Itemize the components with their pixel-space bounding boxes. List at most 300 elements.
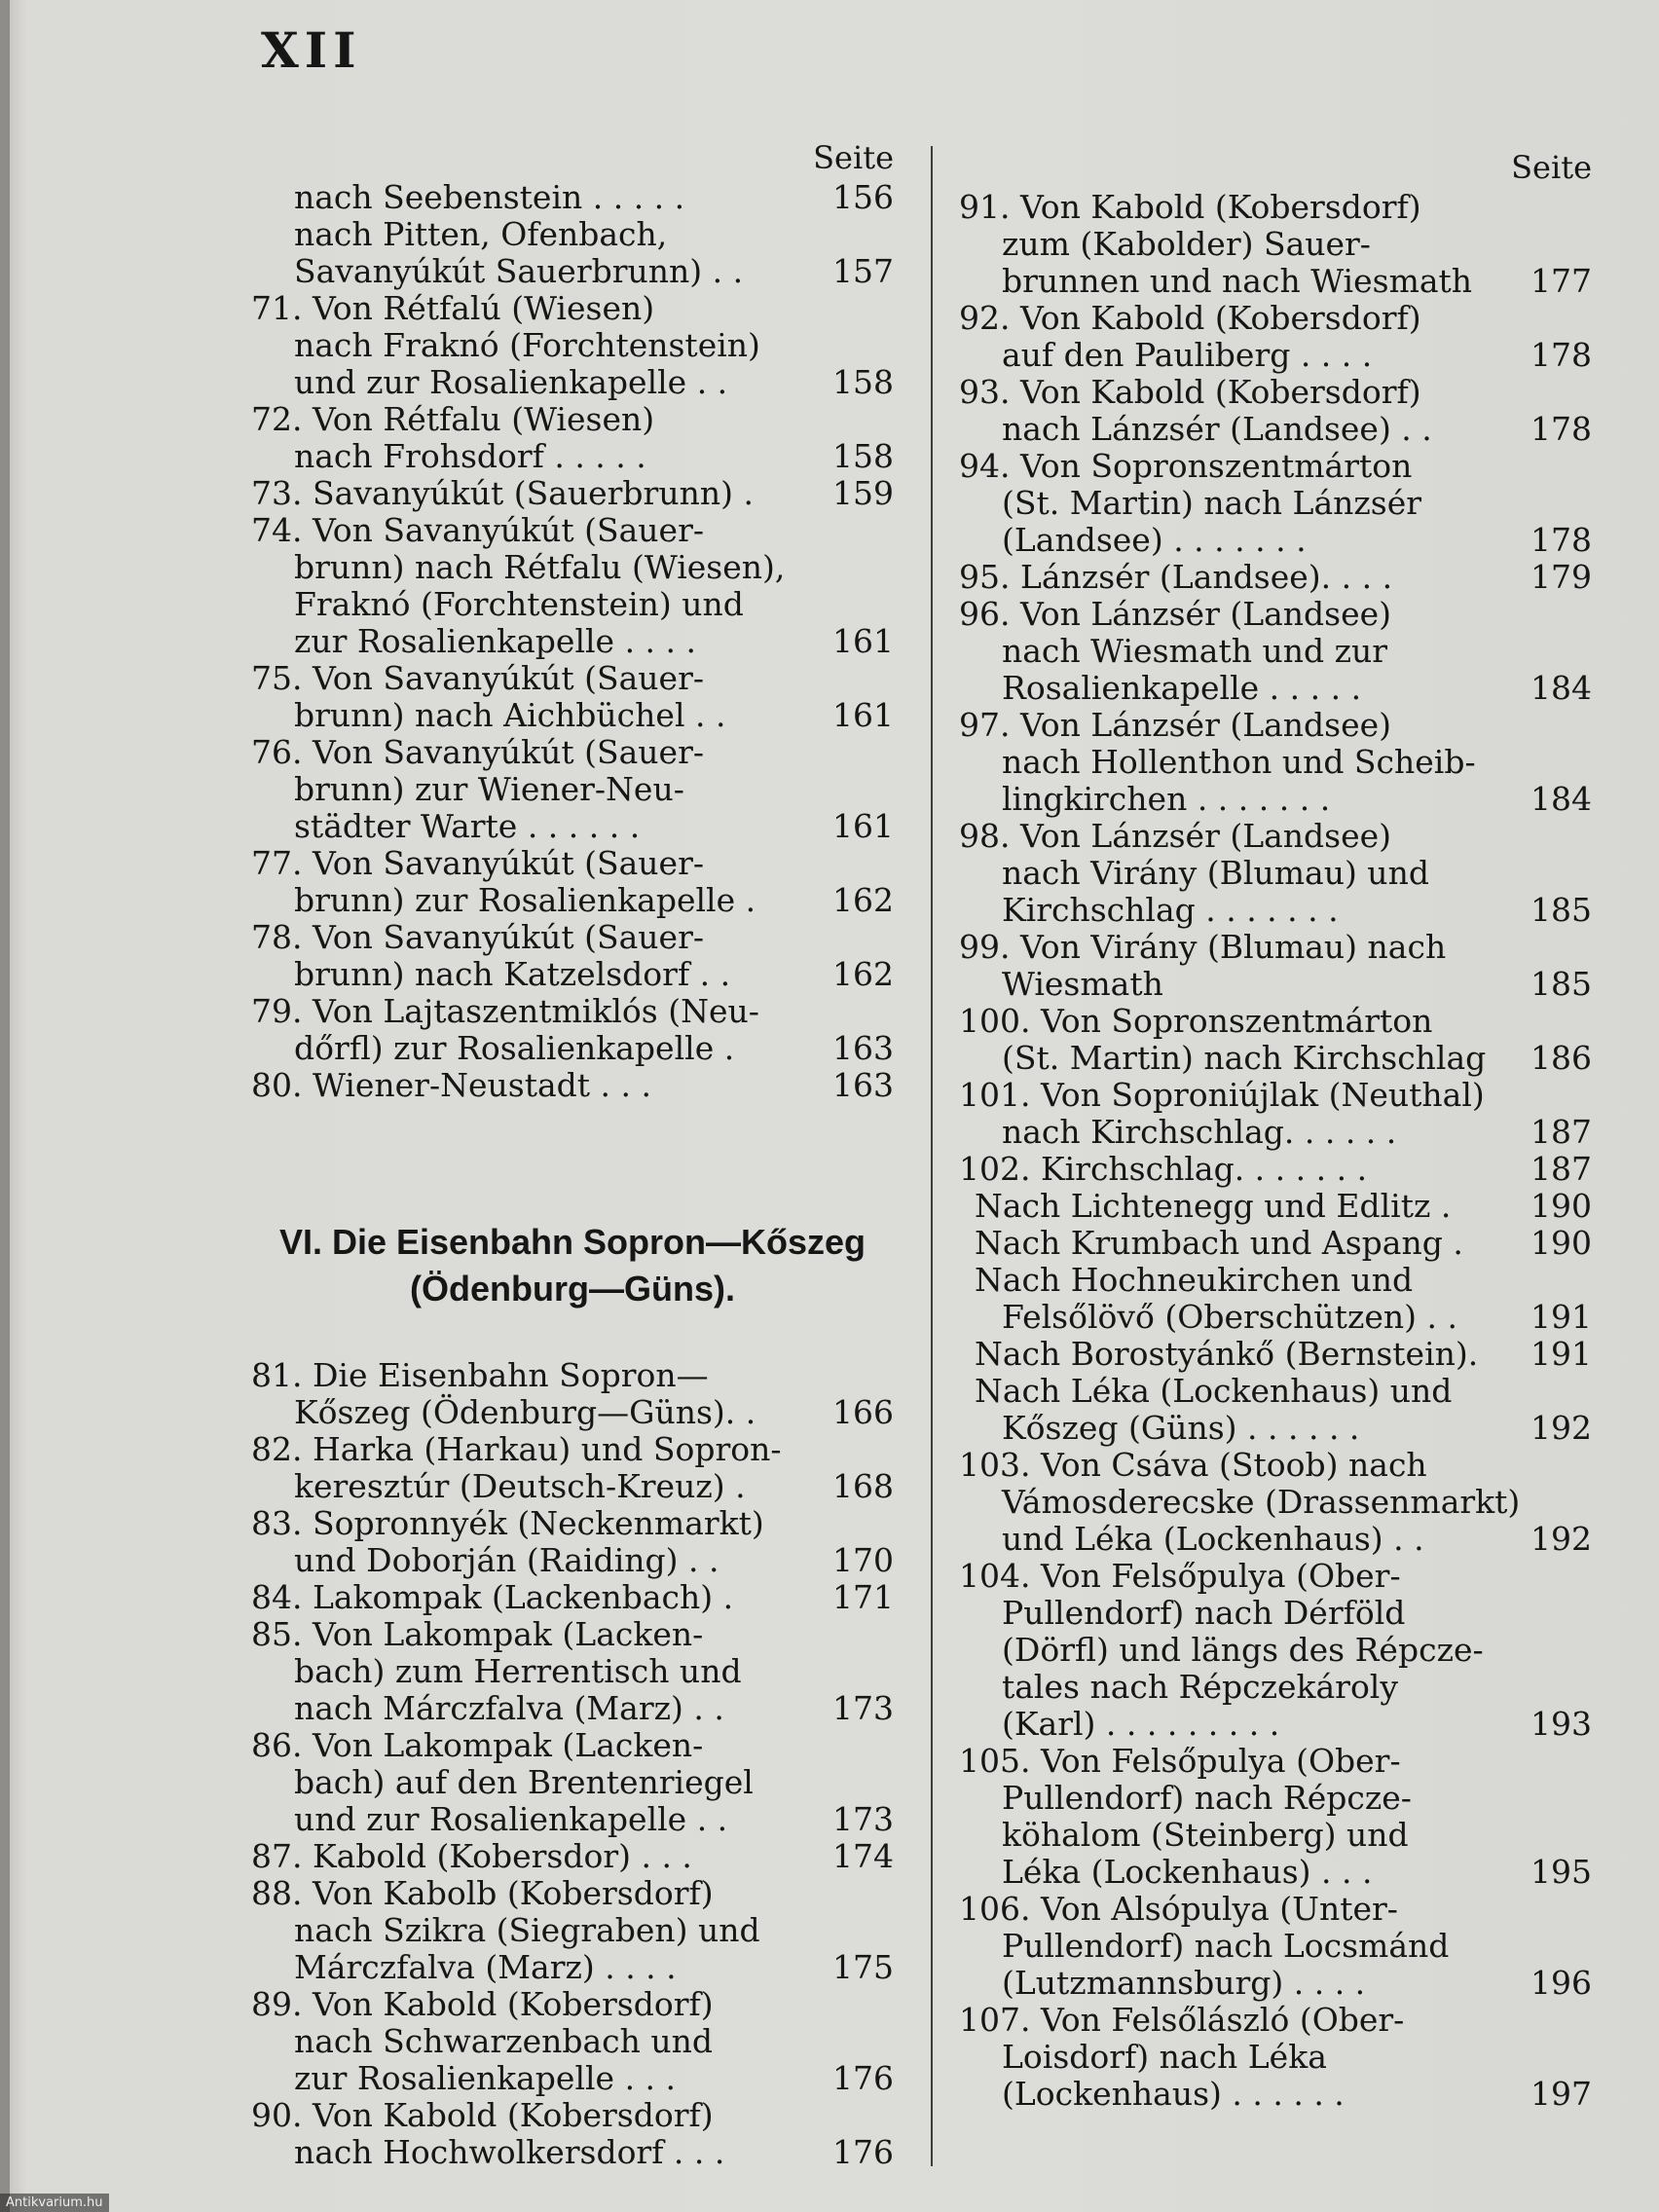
toc-entry-text: Loisdorf) nach Léka: [1002, 2038, 1327, 2076]
toc-entry-text: und Léka (Lockenhaus) . .: [1002, 1520, 1424, 1558]
toc-entry-line: [959, 1669, 1592, 1706]
toc-entry-text: 75. Von Savanyúkút (Sauer-: [251, 659, 704, 697]
page-binding-edge: [0, 0, 10, 2212]
toc-page-number: 171: [832, 1578, 894, 1616]
toc-entry: [959, 189, 1592, 300]
toc-entry-line: [959, 1632, 1592, 1669]
toc-entry-text: 104. Von Felsőpulya (Ober-: [959, 1557, 1401, 1595]
toc-entry-text: nach Schwarzenbach und: [294, 2022, 714, 2060]
toc-entry-text: 82. Harka (Harkau) und Sopron-: [251, 1430, 782, 1468]
toc-entry: [959, 707, 1592, 818]
toc-page-number: 192: [1530, 1409, 1592, 1447]
toc-entry-text: 92. Von Kabold (Kobersdorf): [959, 299, 1421, 337]
toc-entry-line: [959, 1299, 1592, 1336]
toc-page-number: 185: [1530, 965, 1592, 1003]
toc-entry-text: 79. Von Lajtaszentmiklós (Neu-: [251, 992, 759, 1030]
toc-page-number: 192: [1530, 1520, 1592, 1558]
toc-entry-text: 80. Wiener-Neustadt . . .: [251, 1066, 651, 1104]
toc-entry-line: [959, 1595, 1592, 1632]
toc-page-number: 166: [832, 1393, 894, 1431]
column-divider: [931, 146, 933, 2166]
seite-header-left: Seite: [813, 139, 894, 176]
toc-entry-text: (Lutzmannsburg) . . . .: [1002, 1964, 1366, 2002]
toc-entry-text: brunn) nach Katzelsdorf . .: [294, 955, 731, 993]
toc-entry-line: [251, 327, 894, 364]
toc-entry-line: [251, 290, 894, 327]
toc-entry-line: [251, 1653, 894, 1690]
toc-entry-text: Pullendorf) nach Dérföld: [1002, 1594, 1406, 1632]
toc-entry-line: [251, 512, 894, 549]
toc-entry: [959, 1373, 1592, 1447]
toc-entry-text: nach Hochwolkersdorf . . .: [294, 2133, 725, 2171]
toc-entry-line: [251, 1690, 894, 1727]
toc-entry-text: köhalom (Steinberg) und: [1002, 1816, 1409, 1854]
toc-entry-text: 87. Kabold (Kobersdor) . . .: [251, 1837, 692, 1875]
toc-entry-line: [959, 670, 1592, 707]
toc-entry-line: [251, 1468, 894, 1505]
section-heading-line2: (Ödenburg—Güns).: [410, 1269, 735, 1309]
toc-entry: [251, 919, 894, 993]
toc-page-number: 174: [832, 1837, 894, 1875]
toc-page-number: 173: [832, 1689, 894, 1727]
toc-entry: [251, 2097, 894, 2171]
toc-entry-line: [959, 855, 1592, 892]
toc-entry: [959, 1447, 1592, 1558]
toc-entry-text: 100. Von Sopronszentmárton: [959, 1002, 1433, 1040]
toc-entry-text: 83. Sopronnyék (Neckenmarkt): [251, 1504, 764, 1542]
toc-entry-line: [959, 1854, 1592, 1891]
toc-entry-line: [251, 956, 894, 993]
toc-entry-text: tales nach Répczekároly: [1002, 1668, 1399, 1706]
toc-entry-line: [251, 1067, 894, 1104]
toc-entry-line: [959, 1447, 1592, 1484]
toc-entry-line: [959, 1077, 1592, 1114]
toc-entry-text: 106. Von Alsópulya (Unter-: [959, 1890, 1398, 1928]
toc-entry-line: [251, 438, 894, 475]
toc-entry-line: [251, 179, 894, 216]
toc-entry-text: 73. Savanyúkút (Sauerbrunn) .: [251, 474, 754, 512]
toc-entry-line: [959, 1780, 1592, 1817]
toc-entry-text: 93. Von Kabold (Kobersdorf): [959, 373, 1421, 411]
toc-entry: [959, 1151, 1592, 1188]
toc-page-number: 185: [1530, 891, 1592, 929]
toc-entry: [251, 475, 894, 512]
toc-entry-text: Vámosderecske (Drassenmarkt): [1002, 1483, 1521, 1521]
toc-entry-text: nach Szikra (Siegraben) und: [294, 1911, 760, 1949]
toc-entry: [251, 179, 894, 216]
toc-entry-text: (Dörfl) und längs des Répcze-: [1002, 1631, 1484, 1669]
toc-entry-line: [251, 771, 894, 808]
toc-entry-text: 101. Von Soproniújlak (Neuthal): [959, 1076, 1485, 1114]
toc-entry: [251, 1986, 894, 2097]
toc-entry-text: Kőszeg (Ödenburg—Güns). .: [294, 1393, 756, 1431]
toc-entry: [959, 2002, 1592, 2113]
toc-entry-text: 107. Von Felsőlászló (Ober-: [959, 2001, 1405, 2039]
toc-entry-line: [251, 401, 894, 438]
toc-entry-line: [251, 697, 894, 734]
toc-entry-line: [251, 1030, 894, 1067]
toc-page-number: 158: [832, 363, 894, 401]
toc-entry-text: und Doborján (Raiding) . .: [294, 1541, 719, 1579]
toc-entry-text: bach) auf den Brentenriegel: [294, 1763, 754, 1801]
toc-page-number: 196: [1530, 1964, 1592, 2002]
toc-entry-line: [959, 633, 1592, 670]
toc-page-number: 161: [832, 696, 894, 734]
toc-entry: [959, 1077, 1592, 1151]
toc-entry-text: (St. Martin) nach Lánzsér: [1002, 484, 1422, 522]
toc-page-number: 157: [832, 252, 894, 290]
toc-page-number: 162: [832, 881, 894, 919]
toc-entry-text: 88. Von Kabolb (Kobersdorf): [251, 1874, 714, 1912]
toc-left-column: [251, 136, 894, 2171]
toc-entry-text: Wiesmath: [1002, 965, 1163, 1003]
toc-entry-line: [251, 1838, 894, 1875]
toc-entry-text: Kirchschlag . . . . . . .: [1002, 891, 1339, 929]
toc-entry: [251, 1616, 894, 1727]
toc-entry-line: [251, 845, 894, 882]
toc-entry: [251, 1067, 894, 1104]
toc-entry-line: [251, 808, 894, 845]
toc-entry: [959, 448, 1592, 559]
toc-entry-line: [959, 448, 1592, 485]
toc-entry-line: [959, 1151, 1592, 1188]
toc-entry-text: 81. Die Eisenbahn Sopron—: [251, 1356, 709, 1394]
toc-entry-text: Nach Lichtenegg und Edlitz .: [975, 1187, 1452, 1225]
toc-entry-text: 76. Von Savanyúkút (Sauer-: [251, 733, 704, 771]
toc-entry-text: auf den Pauliberg . . . .: [1002, 336, 1373, 374]
toc-entries-left-b: [251, 1357, 894, 2171]
toc-entry-line: [959, 1262, 1592, 1299]
toc-entry: [251, 401, 894, 475]
toc-entry-line: [959, 1003, 1592, 1040]
toc-entry: [959, 559, 1592, 596]
toc-entry-text: nach Lánzsér (Landsee) . .: [1002, 410, 1432, 448]
toc-entry-line: [959, 1817, 1592, 1854]
toc-entry-line: [959, 1743, 1592, 1780]
toc-entry-text: nach Márczfalva (Marz) . .: [294, 1689, 724, 1727]
toc-entry-line: [251, 1801, 894, 1838]
toc-entry-line: [959, 1706, 1592, 1743]
toc-entry-line: [959, 707, 1592, 744]
toc-entry: [959, 1262, 1592, 1336]
toc-page-number: 191: [1530, 1335, 1592, 1373]
toc-entry-line: [251, 475, 894, 512]
toc-entry-line: [959, 1558, 1592, 1595]
toc-entry-text: nach Virány (Blumau) und: [1002, 854, 1429, 892]
toc-entry: [251, 1579, 894, 1616]
toc-entry-line: [251, 1394, 894, 1431]
toc-entry-text: bach) zum Herrentisch und: [294, 1652, 742, 1690]
toc-entry-text: nach Wiesmath und zur: [1002, 632, 1388, 670]
toc-page-number: 159: [832, 474, 894, 512]
toc-entry-text: keresztúr (Deutsch-Kreuz) .: [294, 1467, 746, 1505]
toc-entry-text: 86. Von Lakompak (Lacken-: [251, 1726, 704, 1764]
toc-entry-line: [959, 2039, 1592, 2076]
watermark: Antikvarium.hu: [0, 2194, 109, 2212]
toc-page-number: 184: [1530, 669, 1592, 707]
toc-entry-line: [251, 623, 894, 660]
toc-entry-line: [959, 2076, 1592, 2113]
toc-page-number: 161: [832, 622, 894, 660]
page-number: XII: [261, 21, 362, 79]
toc-page-number: 163: [832, 1029, 894, 1067]
toc-entry-text: (Karl) . . . . . . . . .: [1002, 1705, 1280, 1743]
toc-entry-text: 105. Von Felsőpulya (Ober-: [959, 1742, 1401, 1780]
toc-page-number: 170: [832, 1541, 894, 1579]
toc-entry-line: [251, 919, 894, 956]
toc-page-number: 190: [1530, 1224, 1592, 1262]
toc-entry-line: [251, 882, 894, 919]
toc-entry-line: [251, 1505, 894, 1542]
toc-entry-line: [959, 744, 1592, 781]
toc-entry: [251, 660, 894, 734]
toc-entry-text: brunn) zur Rosalienkapelle .: [294, 881, 756, 919]
toc-entry-text: nach Pitten, Ofenbach,: [294, 215, 668, 253]
toc-entry: [959, 1188, 1592, 1225]
toc-entry-text: nach Hollenthon und Scheib-: [1002, 743, 1476, 781]
toc-entry-text: und zur Rosalienkapelle . .: [294, 1800, 728, 1838]
toc-page-number: 162: [832, 955, 894, 993]
toc-entry-text: 85. Von Lakompak (Lacken-: [251, 1615, 704, 1653]
toc-page-number: 176: [832, 2059, 894, 2097]
toc-entry-line: [251, 993, 894, 1030]
toc-entry-text: 95. Lánzsér (Landsee). . . .: [959, 558, 1393, 596]
toc-entry-line: [959, 929, 1592, 966]
toc-entry-line: [959, 485, 1592, 522]
toc-entry-line: [959, 596, 1592, 633]
toc-page-number: 187: [1530, 1113, 1592, 1151]
toc-entry-line: [251, 1431, 894, 1468]
toc-entry-text: 72. Von Rétfalu (Wiesen): [251, 400, 655, 438]
toc-entry-text: nach Kirchschlag. . . . . .: [1002, 1113, 1397, 1151]
toc-entry: [959, 1558, 1592, 1743]
toc-entry-text: Pullendorf) nach Répcze-: [1002, 1779, 1412, 1817]
toc-entry-line: [959, 1891, 1592, 1928]
toc-entry-line: [959, 1484, 1592, 1521]
toc-entry-line: [251, 1912, 894, 1949]
toc-entry: [959, 929, 1592, 1003]
toc-entry-line: [251, 1875, 894, 1912]
toc-entry-line: [251, 1986, 894, 2023]
toc-entry-text: 71. Von Rétfalú (Wiesen): [251, 289, 655, 327]
toc-page-number: 179: [1530, 558, 1592, 596]
toc-page-number: 163: [832, 1066, 894, 1104]
toc-entries-left-a: [251, 179, 894, 1104]
toc-entry-line: [251, 1949, 894, 1986]
toc-page-number: 156: [832, 178, 894, 216]
toc-entry-text: nach Seebenstein . . . . .: [294, 178, 685, 216]
toc-entry-text: 103. Von Csáva (Stoob) nach: [959, 1446, 1427, 1484]
toc-entry-text: 94. Von Sopronszentmárton: [959, 447, 1413, 485]
toc-entry-line: [959, 1373, 1592, 1410]
toc-page-number: 173: [832, 1800, 894, 1838]
toc-entry-line: [959, 226, 1592, 263]
toc-entry-text: 78. Von Savanyúkút (Sauer-: [251, 918, 704, 956]
toc-entry-line: [251, 1542, 894, 1579]
toc-entry-text: Márczfalva (Marz) . . . .: [294, 1948, 677, 1986]
toc-entries-right: [959, 189, 1592, 2113]
toc-entry-line: [959, 1225, 1592, 1262]
toc-entry-text: Nach Hochneukirchen und: [975, 1261, 1414, 1299]
toc-entry-line: [959, 1928, 1592, 1965]
toc-entry-line: [251, 586, 894, 623]
toc-page-number: 197: [1530, 2075, 1592, 2113]
toc-entry-text: brunn) nach Aichbüchel . .: [294, 696, 726, 734]
toc-entry: [251, 216, 894, 290]
toc-entry-line: [959, 374, 1592, 411]
toc-entry-text: (St. Martin) nach Kirchschlag: [1002, 1039, 1487, 1077]
toc-entry-text: zur Rosalienkapelle . . . .: [294, 622, 696, 660]
toc-entry-text: dőrfl) zur Rosalienkapelle .: [294, 1029, 735, 1067]
toc-entry-text: nach Frohsdorf . . . . .: [294, 437, 646, 475]
toc-entry-text: 96. Von Lánzsér (Landsee): [959, 595, 1392, 633]
toc-page-number: 195: [1530, 1853, 1592, 1891]
toc-entry-text: 84. Lakompak (Lackenbach) .: [251, 1578, 734, 1616]
toc-entry-text: Fraknó (Forchtenstein) und: [294, 585, 744, 623]
toc-page-number: 178: [1530, 336, 1592, 374]
toc-entry-line: [959, 263, 1592, 300]
toc-entry-text: Felsőlövő (Oberschützen) . .: [1002, 1298, 1457, 1336]
section-heading-line1: VI. Die Eisenbahn Sopron—Kőszeg: [278, 1222, 866, 1262]
toc-entry-line: [251, 2097, 894, 2134]
toc-entry-line: [959, 337, 1592, 374]
toc-entry-line: [251, 2060, 894, 2097]
toc-entry-line: [251, 253, 894, 290]
toc-entry: [959, 374, 1592, 448]
toc-entry-line: [959, 892, 1592, 929]
toc-entry-line: [251, 1579, 894, 1616]
toc-entry-line: [251, 1727, 894, 1764]
toc-entry: [959, 1336, 1592, 1373]
toc-entry-line: [959, 1521, 1592, 1558]
toc-entry-line: [959, 1410, 1592, 1447]
toc-entry-text: 91. Von Kabold (Kobersdorf): [959, 188, 1421, 226]
toc-entry-text: Savanyúkút Sauerbrunn) . .: [294, 252, 744, 290]
toc-entry-line: [959, 1114, 1592, 1151]
toc-page-number: 178: [1530, 521, 1592, 559]
toc-entry: [959, 1743, 1592, 1891]
toc-entry: [251, 1727, 894, 1838]
toc-page-number: 184: [1530, 780, 1592, 818]
toc-entry: [251, 1875, 894, 1986]
toc-page-number: 161: [832, 807, 894, 845]
toc-entry-line: [251, 660, 894, 697]
toc-entry: [251, 1357, 894, 1431]
toc-entry-text: städter Warte . . . . . .: [294, 807, 641, 845]
toc-entry-text: (Landsee) . . . . . . .: [1002, 521, 1307, 559]
toc-entry: [959, 300, 1592, 374]
toc-entry-text: brunn) zur Wiener-Neu-: [294, 770, 684, 808]
toc-entry-line: [959, 1336, 1592, 1373]
toc-entry-line: [959, 1965, 1592, 2002]
toc-page-number: 177: [1530, 262, 1592, 300]
toc-entry: [959, 818, 1592, 929]
toc-entry-line: [251, 2023, 894, 2060]
toc-page-number: 158: [832, 437, 894, 475]
toc-entry-text: (Lockenhaus) . . . . . .: [1002, 2075, 1345, 2113]
toc-entry-text: zum (Kabolder) Sauer-: [1002, 225, 1371, 263]
toc-entry: [959, 1891, 1592, 2002]
toc-entry-line: [959, 189, 1592, 226]
toc-entry-line: [251, 1764, 894, 1801]
toc-page-number: 193: [1530, 1705, 1592, 1743]
toc-entry-text: lingkirchen . . . . . . .: [1002, 780, 1331, 818]
toc-entry: [251, 993, 894, 1067]
toc-entry: [251, 734, 894, 845]
toc-entry-line: [959, 818, 1592, 855]
toc-entry: [251, 845, 894, 919]
toc-entry-line: [959, 1040, 1592, 1077]
toc-page-number: 168: [832, 1467, 894, 1505]
toc-entry-text: Kőszeg (Güns) . . . . . .: [1002, 1409, 1360, 1447]
toc-entry: [251, 290, 894, 401]
seite-header-right: Seite: [1511, 149, 1592, 186]
toc-page-number: 175: [832, 1948, 894, 1986]
toc-page-number: 176: [832, 2133, 894, 2171]
toc-entry-text: 99. Von Virány (Blumau) nach: [959, 928, 1447, 966]
toc-entry: [251, 1431, 894, 1505]
toc-entry-text: Nach Borostyánkő (Bernstein).: [975, 1335, 1479, 1373]
toc-entry-line: [251, 549, 894, 586]
toc-page-number: 190: [1530, 1187, 1592, 1225]
toc-entry-text: Léka (Lockenhaus) . . .: [1002, 1853, 1373, 1891]
toc-entry: [251, 512, 894, 660]
toc-entry-text: 74. Von Savanyúkút (Sauer-: [251, 511, 704, 549]
toc-entry-text: Nach Léka (Lockenhaus) und: [975, 1372, 1453, 1410]
toc-entry-text: Pullendorf) nach Locsmánd: [1002, 1927, 1450, 1965]
toc-entry-text: brunnen und nach Wiesmath: [1002, 262, 1473, 300]
toc-entry-line: [251, 364, 894, 401]
toc-entry-line: [959, 522, 1592, 559]
toc-entry: [959, 1225, 1592, 1262]
toc-entry-text: 102. Kirchschlag. . . . . . .: [959, 1150, 1368, 1188]
toc-entry-line: [251, 2134, 894, 2171]
toc-entry-text: und zur Rosalienkapelle . .: [294, 363, 728, 401]
toc-page-number: 178: [1530, 410, 1592, 448]
section-heading: [251, 1219, 894, 1312]
toc-entry: [959, 596, 1592, 707]
toc-entry-text: brunn) nach Rétfalu (Wiesen),: [294, 548, 786, 586]
toc-entry-line: [959, 559, 1592, 596]
toc-entry-line: [251, 1616, 894, 1653]
toc-right-column: [959, 146, 1592, 2113]
toc-entry: [959, 1003, 1592, 1077]
toc-entry-text: Nach Krumbach und Aspang .: [975, 1224, 1463, 1262]
toc-entry-text: 90. Von Kabold (Kobersdorf): [251, 2096, 714, 2134]
toc-entry-text: Rosalienkapelle . . . . .: [1002, 669, 1362, 707]
toc-entry-line: [959, 411, 1592, 448]
toc-entry-text: 98. Von Lánzsér (Landsee): [959, 817, 1392, 855]
toc-entry: [251, 1838, 894, 1875]
toc-entry-line: [251, 734, 894, 771]
toc-page-number: 187: [1530, 1150, 1592, 1188]
toc-page-number: 186: [1530, 1039, 1592, 1077]
toc-entry-text: 89. Von Kabold (Kobersdorf): [251, 1985, 714, 2023]
toc-entry-text: 77. Von Savanyúkút (Sauer-: [251, 844, 704, 882]
toc-entry-line: [251, 216, 894, 253]
toc-entry-text: 97. Von Lánzsér (Landsee): [959, 706, 1392, 744]
toc-entry-line: [959, 1188, 1592, 1225]
toc-entry-text: nach Fraknó (Forchtenstein): [294, 326, 760, 364]
toc-page-number: 191: [1530, 1298, 1592, 1336]
toc-entry-line: [251, 1357, 894, 1394]
toc-entry: [251, 1505, 894, 1579]
toc-entry-line: [959, 300, 1592, 337]
toc-entry-text: zur Rosalienkapelle . . .: [294, 2059, 677, 2097]
toc-entry-line: [959, 966, 1592, 1003]
toc-entry-line: [959, 2002, 1592, 2039]
toc-entry-line: [959, 781, 1592, 818]
